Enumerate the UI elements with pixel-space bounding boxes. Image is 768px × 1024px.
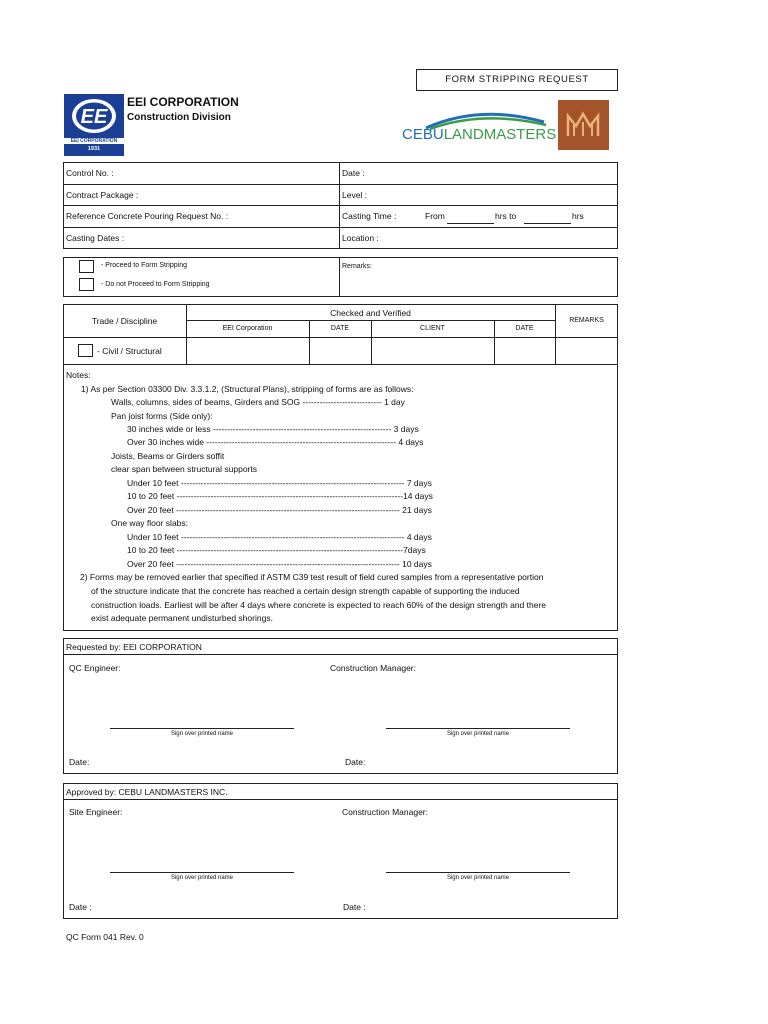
- client-header: CLIENT: [420, 325, 445, 332]
- cebu-landmasters-wordmark: [402, 126, 556, 143]
- cebu-text: CEBU: [402, 126, 444, 143]
- checked-verified-header: Checked and Verified: [330, 308, 411, 318]
- approved-cm-signature-line[interactable]: [386, 872, 570, 873]
- notes-line: Walls, columns, sides of beams, Girders and SOG ---------------------------- 1 day: [111, 397, 405, 407]
- notes-line: Over 20 feet ------------------------------------------------------------------------------- 10 days: [127, 559, 432, 569]
- approved-construction-manager-label: Construction Manager:: [342, 807, 428, 817]
- location-label: Location :: [342, 233, 379, 243]
- notes-line: Notes:: [66, 370, 91, 380]
- site-engineer-label: Site Engineer:: [69, 807, 123, 817]
- reference-request-label: Reference Concrete Pouring Request No. :: [66, 211, 229, 221]
- notes-line: 30 inches wide or less --------------------------------------------------------------- 3 days: [127, 424, 419, 434]
- notes-line: 1) As per Section 03300 Div. 3.3.1.2, (Structural Plans), stripping of forms are as follows:: [81, 384, 414, 394]
- construction-manager-label: Construction Manager:: [330, 663, 416, 673]
- landmasters-text: LANDMASTERS: [443, 126, 557, 143]
- cebu-emblem-icon: [558, 100, 609, 150]
- not-proceed-label: - Do not Proceed to Form Stripping: [101, 281, 210, 288]
- form-title-box: [416, 69, 618, 91]
- requested-date1-label: Date:: [69, 757, 90, 767]
- requested-section: [63, 638, 618, 774]
- requested-date2-label: Date:: [345, 757, 366, 767]
- notes-line: Under 10 feet ------------------------------------------------------------------------------- 7 days: [127, 478, 432, 488]
- casting-time-to-field[interactable]: [524, 223, 571, 224]
- notes-line: Over 30 inches wide ------------------------------------------------------------------- 4 days: [127, 437, 424, 447]
- notes-line: Over 20 feet ------------------------------------------------------------------------------- 21 days: [127, 505, 432, 515]
- hrs-label: hrs: [572, 211, 584, 221]
- eei-logo-year: 1931: [87, 146, 101, 152]
- date2-header: DATE: [515, 325, 534, 332]
- svg-text:EE: EE: [80, 106, 108, 128]
- notes-line: One way floor slabs:: [111, 518, 189, 528]
- control-no-label: Control No. :: [66, 168, 114, 178]
- sign-over-printed-name: Sign over printed name: [446, 731, 510, 737]
- notes-line: clear span between structural supports: [111, 464, 257, 474]
- remarks-header: REMARKS: [569, 317, 604, 324]
- from-label: From: [425, 211, 445, 221]
- approved-date1-label: Date :: [69, 902, 92, 912]
- requested-by-label: Requested by: EEI CORPORATION: [66, 642, 202, 652]
- qc-signature-line[interactable]: [110, 728, 294, 729]
- company-name: EEI CORPORATION: [127, 95, 239, 109]
- trade-header: Trade / Discipline: [91, 316, 158, 326]
- form-title: FORM STRIPPING REQUEST: [445, 74, 589, 85]
- casting-time-from-field[interactable]: [447, 223, 494, 224]
- sign-over-printed-name: Sign over printed name: [170, 875, 234, 881]
- eei-logo-emblem-icon: [64, 94, 124, 138]
- form-code: QC Form 041 Rev. 0: [66, 932, 144, 942]
- contract-package-label: Contract Package :: [66, 190, 139, 200]
- remarks-label: Remarks:: [342, 263, 372, 270]
- sign-over-printed-name: Sign over printed name: [446, 875, 510, 881]
- proceed-label: - Proceed to Form Stripping: [101, 262, 187, 269]
- notes-line: construction loads. Earliest will be after 4 days where concrete is expected to reach 60% of the design strength and there: [91, 600, 547, 610]
- approved-date2-label: Date :: [343, 902, 366, 912]
- notes-line: 10 to 20 feet --------------------------------------------------------------------------------7days: [127, 545, 426, 555]
- proceed-checkbox[interactable]: [79, 260, 94, 273]
- notes-line: Joists, Beams or Girders soffit: [111, 451, 225, 461]
- date1-header: DATE: [330, 325, 350, 332]
- approved-by-label: Approved by: CEBU LANDMASTERS INC.: [66, 787, 228, 797]
- site-signature-line[interactable]: [110, 872, 294, 873]
- cm-signature-line[interactable]: [386, 728, 570, 729]
- civil-structural-label: - Civil / Structural: [97, 346, 162, 356]
- qc-engineer-label: QC Engineer:: [69, 663, 121, 673]
- eei-logo-caption: EEI CORPORATION: [64, 138, 124, 144]
- company-division: Construction Division: [127, 112, 231, 123]
- notes-line: 2) Forms may be removed earlier that specified if ASTM C39 test result of field cured samples from a representative portion: [80, 572, 544, 582]
- civil-structural-checkbox[interactable]: [78, 344, 93, 357]
- notes-line: 10 to 20 feet --------------------------------------------------------------------------------14 days: [127, 491, 433, 501]
- notes-line: Under 10 feet ------------------------------------------------------------------------------- 4 days: [127, 532, 432, 542]
- notes-line: Pan joist forms (Side only):: [111, 411, 213, 421]
- hrs-to-label: hrs to: [495, 211, 517, 221]
- date-label: Date :: [342, 168, 365, 178]
- eei-logo: [64, 94, 124, 156]
- casting-dates-label: Casting Dates :: [66, 233, 125, 243]
- casting-time-label: Casting Time :: [342, 211, 397, 221]
- cebu-emblem: [558, 100, 609, 150]
- notes-line: exist adequate permanent undisturbed shorings.: [91, 613, 273, 623]
- sign-over-printed-name: Sign over printed name: [170, 731, 234, 737]
- level-label: Level :: [342, 190, 368, 200]
- eei-header: EEI Corporation: [222, 325, 273, 332]
- approved-section: [63, 783, 618, 919]
- notes-line: of the structure indicate that the concrete has reached a certain design strength capable of supporting the induced: [91, 586, 520, 596]
- not-proceed-checkbox[interactable]: [79, 278, 94, 291]
